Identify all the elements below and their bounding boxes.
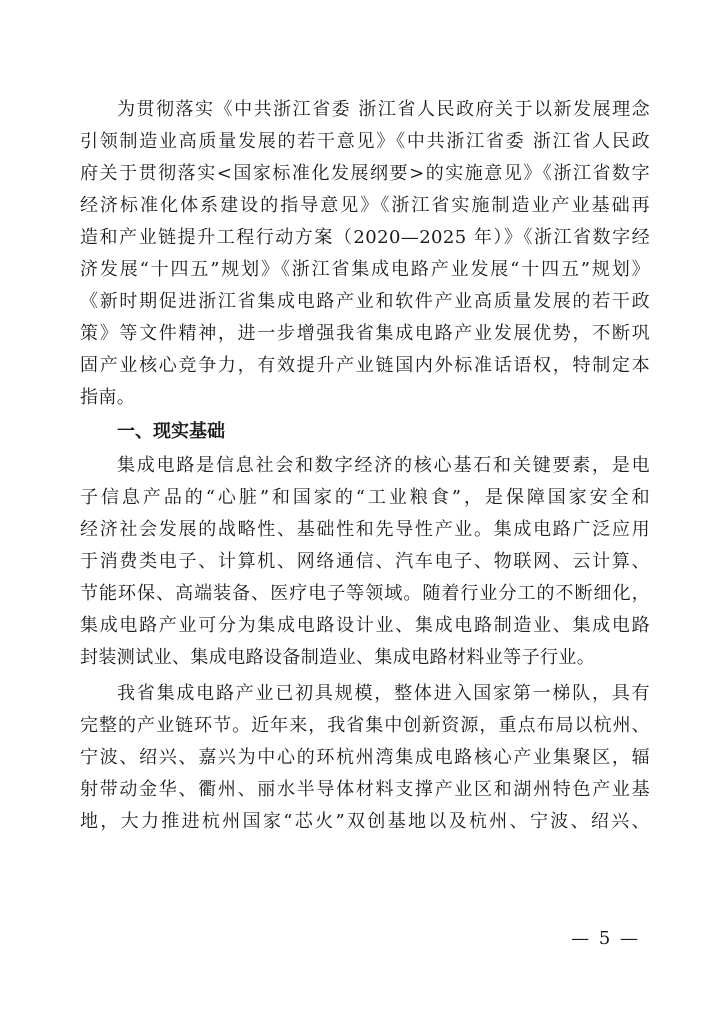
- text-line: 于消费类电子、计算机、网络通信、汽车电子、物联网、云计算、: [80, 551, 650, 572]
- text-line: 《新时期促进浙江省集成电路产业和软件产业高质量发展的若干政: [80, 291, 650, 312]
- section-heading: 一、现实基础: [117, 421, 225, 442]
- text-line: 府关于贯彻落实<国家标准化发展纲要>的实施意见》《浙江省数字: [80, 163, 650, 184]
- text-line: 宁波、绍兴、嘉兴为中心的环杭州湾集成电路核心产业集聚区，辐: [80, 747, 650, 768]
- text-line: 为贯彻落实《中共浙江省委 浙江省人民政府关于以新发展理念: [117, 99, 650, 120]
- text-line: 引领制造业高质量发展的若干意见》《中共浙江省委 浙江省人民政: [80, 131, 650, 152]
- document-body: [80, 94, 650, 838]
- text-line: 集成电路是信息社会和数字经济的核心基石和关键要素，是电: [117, 455, 650, 476]
- paragraph-foundation: [80, 450, 650, 674]
- text-line: 固产业核心竞争力，有效提升产业链国内外标准话语权，特制定本: [80, 355, 650, 376]
- text-line: 策》等文件精神，进一步增强我省集成电路产业发展优势，不断巩: [80, 323, 650, 344]
- page-number: — 5 —: [571, 928, 640, 949]
- text-line: 节能环保、高端装备、医疗电子等领域。随着行业分工的不断细化，: [80, 583, 650, 604]
- text-line: 地，大力推进杭州国家“芯火”双创基地以及杭州、宁波、绍兴、: [80, 811, 650, 832]
- text-line: 造和产业链提升工程行动方案（2020—2025 年）》《浙江省数字经: [80, 227, 650, 248]
- text-line: 我省集成电路产业已初具规模，整体进入国家第一梯队，具有: [117, 683, 650, 704]
- text-line: 射带动金华、衢州、丽水半导体材料支撑产业区和湖州特色产业基: [80, 779, 650, 800]
- text-line: 指南。: [80, 387, 136, 408]
- text-line: 经济标准化体系建设的指导意见》《浙江省实施制造业产业基础再: [80, 195, 650, 216]
- text-line: 封装测试业、集成电路设备制造业、集成电路材料业等子行业。: [80, 647, 596, 668]
- paragraph-intro: [80, 94, 650, 414]
- text-line: 完整的产业链环节。近年来，我省集中创新资源，重点布局以杭州、: [80, 715, 650, 736]
- paragraph-industry-status: [80, 678, 650, 838]
- text-line: 集成电路产业可分为集成电路设计业、集成电路制造业、集成电路: [80, 615, 650, 636]
- text-line: 子信息产品的“心脏”和国家的“工业粮食”，是保障国家安全和: [80, 487, 650, 508]
- text-line: 济发展“十四五”规划》《浙江省集成电路产业发展“十四五”规划》: [80, 259, 650, 280]
- text-line: 经济社会发展的战略性、基础性和先导性产业。集成电路广泛应用: [80, 519, 650, 540]
